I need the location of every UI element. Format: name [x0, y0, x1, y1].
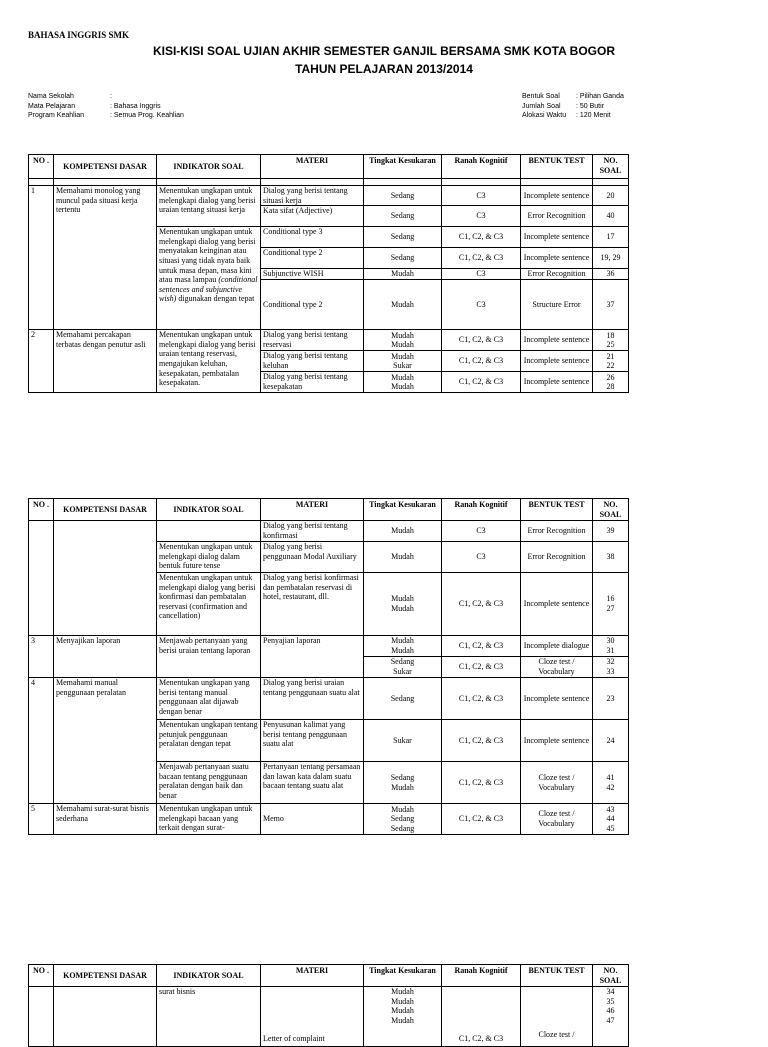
header-indikator: INDIKATOR SOAL [157, 499, 261, 521]
cell-materi: Penyajian laporan [261, 636, 364, 678]
cell-bentuk: Incomplete sentence [521, 351, 593, 372]
header-materi: MATERI [261, 965, 364, 987]
cell-bentuk: Incomplete sentence [521, 372, 593, 393]
cell-nosoal: 39 [593, 521, 629, 542]
cell-ranah: C1, C2, & C3 [442, 227, 521, 248]
header-nosoal: NO. SOAL [593, 499, 629, 521]
cell-no: 1 [29, 186, 54, 330]
cell-nosoal: 38 [593, 542, 629, 573]
cell-tingkat: Sedang Mudah [364, 762, 442, 804]
cell-ranah: C1, C2, & C3 [442, 720, 521, 762]
cell-bentuk: Incomplete sentence [521, 330, 593, 351]
cell-materi: Letter of complaint [261, 987, 364, 1047]
cell-materi: Dialog yang berisi konfirmasi dan pembatalan reservasi di hotel, restaurant, dll. [261, 573, 364, 636]
cell-kompetensi: Menyajikan laporan [54, 636, 157, 678]
cell-materi: Dialog yang berisi tentang kesepakatan [261, 372, 364, 393]
cell-tingkat: Mudah Mudah [364, 372, 442, 393]
header-materi: MATERI [261, 499, 364, 521]
header-bentuk: BENTUK TEST [521, 965, 593, 987]
cell-bentuk: Cloze test / [521, 987, 593, 1047]
cell-nosoal: 16 27 [593, 573, 629, 636]
cell-nosoal: 43 44 45 [593, 804, 629, 835]
grid-table-3 [28, 964, 629, 1047]
cell-bentuk: Error Recognition [521, 269, 593, 280]
indikator-italic: (conditional sentences and subjunctive wish) [159, 275, 258, 304]
meta-row [28, 102, 184, 112]
cell-tingkat: Sedang [364, 206, 442, 227]
meta-left-block [28, 92, 184, 121]
table-row [29, 636, 629, 657]
subject-label: BAHASA INGGRIS SMK [28, 30, 130, 40]
cell-indikator: Menentukan ungkapan untuk melengkapi bacaan yang terkait dengan surat- [157, 804, 261, 835]
header-ranah: Ranah Kognitif [442, 965, 521, 987]
cell-no: 5 [29, 804, 54, 835]
cell-nosoal: 17 [593, 227, 629, 248]
header-bentuk: BENTUK TEST [521, 499, 593, 521]
header-ranah: Ranah Kognitif [442, 499, 521, 521]
meta-row [522, 92, 624, 102]
cell-nosoal: 37 [593, 280, 629, 330]
meta-value: : Semua Prog. Keahlian [110, 112, 184, 119]
cell-indikator: Menentukan ungkapan untuk melengkapi dialog yang berisi uraian tentang reservasi, mengajukan keluhan, kesepakatan, pembatalan kesepakatan. [157, 330, 261, 393]
cell-materi: Subjunctive WISH [261, 269, 364, 280]
cell-bentuk: Incomplete sentence [521, 186, 593, 206]
meta-value: : 50 Butir [576, 102, 605, 110]
cell-tingkat: Mudah [364, 521, 442, 542]
cell-indikator: Menentukan ungkapan tentang petunjuk penggunaan peralatan dengan tepat [157, 720, 261, 762]
cell-ranah: C3 [442, 186, 521, 206]
document-title: KISI-KISI SOAL UJIAN AKHIR SEMESTER GANJIL BERSAMA SMK KOTA BOGOR [152, 44, 616, 58]
cell-nosoal: 34 35 46 47 [593, 987, 629, 1047]
header-nosoal: NO. SOAL [593, 155, 629, 179]
cell-bentuk: Error Recognition [521, 521, 593, 542]
cell-nosoal: 20 [593, 186, 629, 206]
cell-tingkat: Mudah [364, 269, 442, 280]
cell-nosoal: 21 22 [593, 351, 629, 372]
cell-no [29, 521, 54, 636]
header-indikator: INDIKATOR SOAL [157, 155, 261, 179]
cell-ranah: C1, C2, & C3 [442, 678, 521, 720]
cell-tingkat: Mudah Mudah [364, 636, 442, 657]
cell-materi: Penyusunan kalimat yang berisi tentang penggunaan suatu alat [261, 720, 364, 762]
cell-kompetensi: Memahami percakapan terbatas dengan penutur asli [54, 330, 157, 393]
cell-ranah: C1, C2, & C3 [442, 248, 521, 269]
cell-indikator: Menentukan ungkapan untuk melengkapi dialog dalam bentuk future tense [157, 542, 261, 573]
meta-value: : [110, 93, 112, 100]
meta-row [28, 92, 184, 102]
cell-indikator [157, 227, 261, 330]
table-header-row [29, 499, 629, 521]
cell-bentuk: Incomplete sentence [521, 227, 593, 248]
cell-no [29, 987, 54, 1047]
cell-ranah: C1, C2, & C3 [442, 573, 521, 636]
cell-bentuk: Structure Error [521, 280, 593, 330]
cell-materi: Conditional type 3 [261, 227, 364, 248]
cell-ranah: C3 [442, 542, 521, 573]
header-nosoal: NO. SOAL [593, 965, 629, 987]
cell-nosoal: 18 25 [593, 330, 629, 351]
cell-bentuk: Error Recognition [521, 206, 593, 227]
header-indikator: INDIKATOR SOAL [157, 965, 261, 987]
cell-ranah: C1, C2, & C3 [442, 987, 521, 1047]
meta-value: : Bahasa Inggris [110, 102, 161, 110]
indikator-text: Menentukan ungkapan untuk melengkapi dialog yang berisi menyatakan keinginan atau situasi yang tidak nyata baik untuk masa depan, masa kini atau masa lampau [159, 227, 256, 285]
cell-ranah: C1, C2, & C3 [442, 804, 521, 835]
cell-materi: Dialog yang berisi penggunaan Modal Auxiliary [261, 542, 364, 573]
cell-ranah: C1, C2, & C3 [442, 657, 521, 678]
cell-ranah: C1, C2, & C3 [442, 351, 521, 372]
meta-key: Alokasi Waktu [522, 112, 567, 119]
cell-bentuk: Incomplete sentence [521, 248, 593, 269]
header-kompetensi: KOMPETENSI DASAR [54, 155, 157, 179]
cell-kompetensi: Memahami surat-surat bisnis sederhana [54, 804, 157, 835]
cell-tingkat: Mudah [364, 542, 442, 573]
table-row [29, 521, 629, 542]
cell-materi: Dialog yang berisi uraian tentang penggunaan suatu alat [261, 678, 364, 720]
cell-kompetensi [54, 987, 157, 1047]
cell-kompetensi: Memahami monolog yang muncul pada situasi kerja tertentu [54, 186, 157, 330]
cell-nosoal: 32 33 [593, 657, 629, 678]
cell-nosoal: 41 42 [593, 762, 629, 804]
cell-tingkat: Sedang [364, 186, 442, 206]
cell-ranah: C1, C2, & C3 [442, 762, 521, 804]
header-tingkat: Tingkat Kesukaran [364, 499, 442, 521]
cell-nosoal: 36 [593, 269, 629, 280]
grid-table-2 [28, 498, 629, 835]
cell-tingkat: Mudah [364, 280, 442, 330]
meta-row [28, 111, 184, 121]
header-kompetensi: KOMPETENSI DASAR [54, 499, 157, 521]
header-no: NO . [29, 965, 54, 987]
cell-tingkat: Sedang [364, 227, 442, 248]
cell-tingkat: Sedang Sukar [364, 657, 442, 678]
cell-ranah: C1, C2, & C3 [442, 636, 521, 657]
cell-bentuk: Incomplete sentence [521, 678, 593, 720]
cell-nosoal: 24 [593, 720, 629, 762]
cell-bentuk: Incomplete sentence [521, 573, 593, 636]
cell-no: 4 [29, 678, 54, 804]
cell-indikator: Menentukan ungkapan yang berisi tentang manual penggunaan alat dijawab dengan benar [157, 678, 261, 720]
cell-materi: Memo [261, 804, 364, 835]
cell-materi: Dialog yang berisi tentang konfirmasi [261, 521, 364, 542]
header-materi: MATERI [261, 155, 364, 179]
table-header-row [29, 965, 629, 987]
table-row [29, 186, 629, 206]
table-row [29, 804, 629, 835]
table-row [29, 678, 629, 720]
cell-tingkat: Mudah Mudah [364, 330, 442, 351]
cell-nosoal: 19, 29 [593, 248, 629, 269]
cell-indikator: Menjawab pertanyaan yang berisi uraian tentang laporan [157, 636, 261, 678]
table-gap [29, 179, 629, 186]
cell-ranah: C3 [442, 280, 521, 330]
meta-value: : 120 Menit [576, 112, 611, 119]
meta-key: Bentuk Soal [522, 93, 560, 100]
cell-bentuk: Incomplete dialogue [521, 636, 593, 657]
header-no: NO . [29, 499, 54, 521]
cell-no: 2 [29, 330, 54, 393]
cell-ranah: C3 [442, 206, 521, 227]
cell-ranah: C1, C2, & C3 [442, 372, 521, 393]
cell-ranah: C3 [442, 269, 521, 280]
cell-bentuk: Cloze test / Vocabulary [521, 762, 593, 804]
cell-nosoal: 26 28 [593, 372, 629, 393]
cell-indikator: Menentukan ungkapan untuk melengkapi dialog yang berisi uraian tentang situasi kerja [157, 186, 261, 227]
meta-right-block [522, 92, 624, 121]
cell-materi: Conditional type 2 [261, 280, 364, 330]
cell-indikator: Menjawab pertanyaan suatu bacaan tentang penggunaan peralatan dengan baik dan benar [157, 762, 261, 804]
cell-materi: Dialog yang berisi tentang keluhan [261, 351, 364, 372]
cell-indikator: Menentukan ungkapan untuk melengkapi dialog yang berisi konfirmasi dan pembatalan reservasi (confirmation and cancellation) [157, 573, 261, 636]
cell-kompetensi: Memahami manual penggunaan peralatan [54, 678, 157, 804]
meta-value: : Pilihan Ganda [576, 93, 624, 100]
cell-materi: Pertanyaan tentang persamaan dan lawan kata dalam suatu bacaan tentang suatu alat [261, 762, 364, 804]
cell-materi: Kata sifat (Adjective) [261, 206, 364, 227]
cell-materi: Dialog yang berisi tentang reservasi [261, 330, 364, 351]
indikator-tail: digunakan dengan tepat [178, 294, 255, 304]
cell-materi: Dialog yang berisi tentang situasi kerja [261, 186, 364, 206]
cell-tingkat: Sukar [364, 720, 442, 762]
cell-ranah: C1, C2, & C3 [442, 330, 521, 351]
cell-bentuk: Cloze test / Vocabulary [521, 804, 593, 835]
cell-bentuk: Incomplete sentence [521, 720, 593, 762]
cell-tingkat: Mudah Sukar [364, 351, 442, 372]
header-tingkat: Tingkat Kesukaran [364, 155, 442, 179]
cell-nosoal: 40 [593, 206, 629, 227]
meta-key: Program Keahlian [28, 112, 85, 119]
cell-bentuk: Cloze test / Vocabulary [521, 657, 593, 678]
cell-indikator [157, 521, 261, 542]
meta-row [522, 111, 624, 121]
cell-ranah: C3 [442, 521, 521, 542]
header-ranah: Ranah Kognitif [442, 155, 521, 179]
meta-key: Jumlah Soal [522, 102, 561, 110]
cell-indikator: surat bisnis [157, 987, 261, 1047]
meta-row [522, 102, 624, 112]
cell-tingkat: Sedang [364, 248, 442, 269]
grid-table-1 [28, 154, 629, 393]
cell-nosoal: 23 [593, 678, 629, 720]
header-no: NO . [29, 155, 54, 179]
cell-materi: Conditional type 2 [261, 248, 364, 269]
header-kompetensi: KOMPETENSI DASAR [54, 965, 157, 987]
table-header-row [29, 155, 629, 179]
cell-nosoal: 30 31 [593, 636, 629, 657]
meta-key: Nama Sekolah [28, 93, 74, 100]
cell-bentuk: Error Recognition [521, 542, 593, 573]
cell-tingkat: Sedang [364, 678, 442, 720]
meta-key: Mata Pelajaran [28, 102, 76, 110]
header-tingkat: Tingkat Kesukaran [364, 965, 442, 987]
document-subtitle: TAHUN PELAJARAN 2013/2014 [295, 62, 473, 76]
header-bentuk: BENTUK TEST [521, 155, 593, 179]
table-row [29, 330, 629, 351]
cell-tingkat: Mudah Mudah Mudah Mudah [364, 987, 442, 1047]
cell-kompetensi [54, 521, 157, 636]
cell-no: 3 [29, 636, 54, 678]
cell-tingkat: Mudah Mudah [364, 573, 442, 636]
table-row [29, 987, 629, 1047]
cell-tingkat: Mudah Sedang Sedang [364, 804, 442, 835]
